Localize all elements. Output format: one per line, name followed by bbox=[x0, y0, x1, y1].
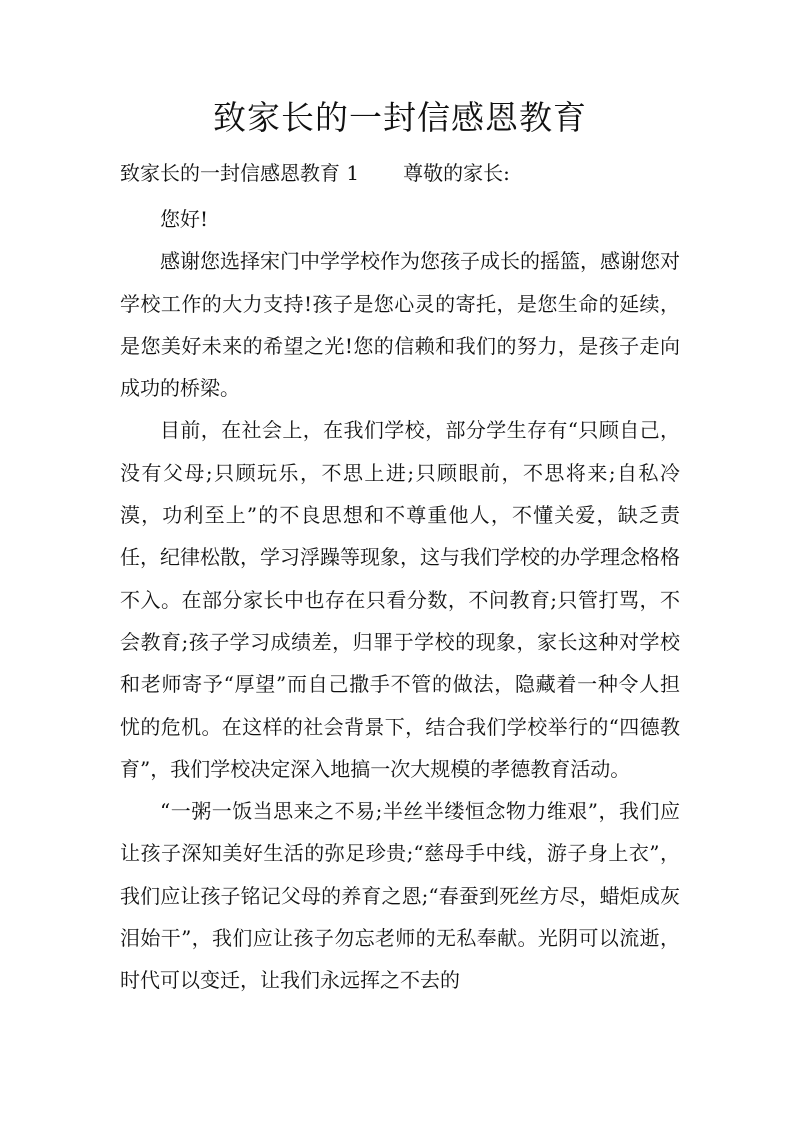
salutation: 尊敬的家长: bbox=[403, 161, 510, 185]
letter-heading-row bbox=[120, 158, 510, 188]
letter-heading: 致家长的一封信感恩教育 1 bbox=[120, 161, 360, 185]
document-title: 致家长的一封信感恩教育 bbox=[213, 98, 587, 137]
letter-body bbox=[120, 198, 680, 1002]
body-paragraph: 目前，在社会上，在我们学校，部分学生存有“只顾自己，没有父母;只顾玩乐，不思上进;只顾眼前，不思将来;自私冷漠，功利至上”的不良思想和不尊重他人，不懂关爱，缺乏责任，纪律松散，学习浮躁等现象，这与我们学校的办学理念格格不入。在部分家长中也存在只看分数，不问教育;只管打骂，不会教育;孩子学习成绩差，归罪于学校的现象，家长这种对学校和老师寄予“厚望”而自己撒手不管的做法，隐藏着一种令人担忧的危机。在这样的社会背景下，结合我们学校举行的“四德教育”，我们学校决定深入地搞一次大规模的孝德教育活动。 bbox=[120, 418, 680, 781]
greeting-paragraph: 您好! bbox=[160, 207, 209, 231]
body-paragraph: 感谢您选择宋门中学学校作为您孩子成长的摇篮，感谢您对学校工作的大力支持!孩子是您心灵的寄托，是您生命的延续，是您美好未来的希望之光!您的信赖和我们的努力，是孩子走向成功的桥梁。 bbox=[120, 249, 680, 401]
body-paragraph: “一粥一饭当思来之不易;半丝半缕恒念物力维艰”，我们应让孩子深知美好生活的弥足珍贵;“慈母手中线，游子身上衣”，我们应让孩子铭记父母的养育之恩;“春蚕到死丝方尽，蜡炬成灰泪始干”，我们应让孩子勿忘老师的无私奉献。光阴可以流逝，时代可以变迁，让我们永远挥之不去的 bbox=[120, 799, 680, 993]
